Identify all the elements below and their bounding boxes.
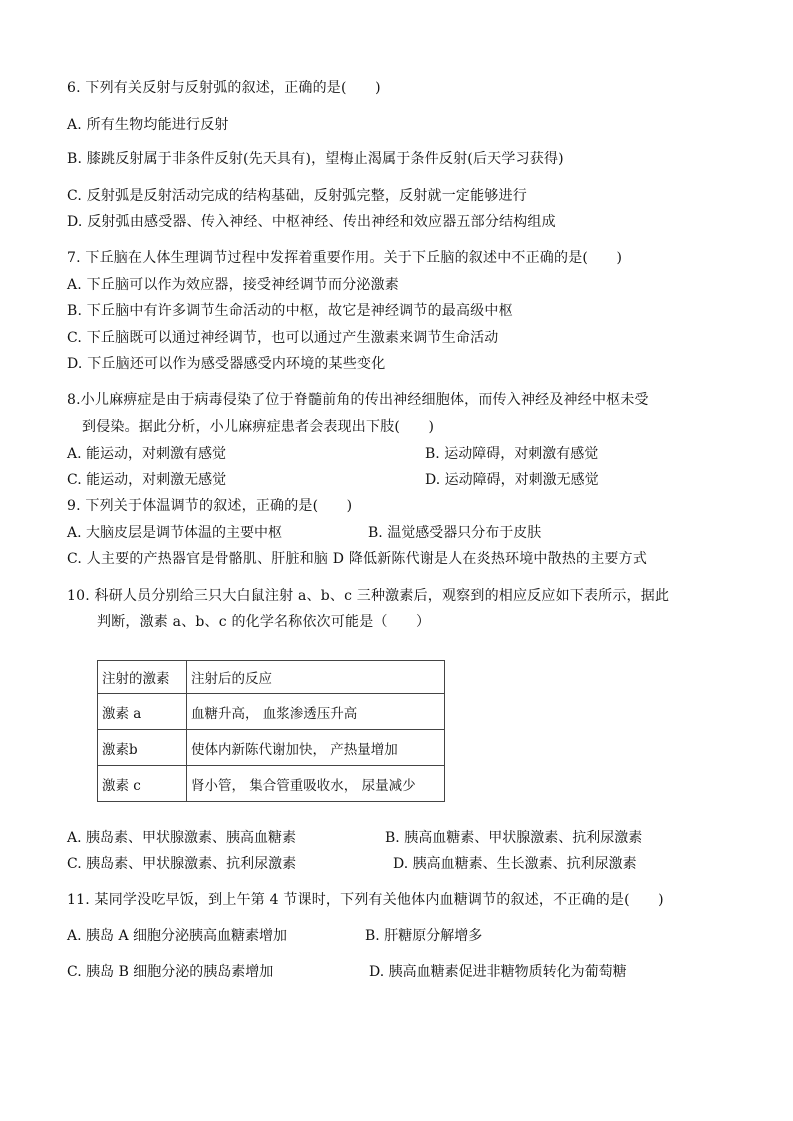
q7-option-d: D. 下丘脑还可以作为感受器感受内环境的某些变化 [67, 356, 386, 372]
q11-option-b: B. 肝糖原分解增多 [365, 928, 483, 944]
q10-stem-line1: 10. 科研人员分别给三只大白鼠注射 a、b、c 三种激素后，观察到的相应反应如下表所示，据此 [67, 588, 670, 604]
table-header-cell: 注射后的反应 [187, 661, 445, 694]
q8-stem-line1: 8.小儿麻痹症是由于病毒侵染了位于脊髓前角的传出神经细胞体，而传入神经及神经中枢未受 [67, 392, 649, 408]
q9-option-a: A. 大脑皮层是调节体温的主要中枢 [67, 525, 283, 541]
table-row [98, 694, 445, 730]
table-cell: 激素 a [98, 694, 187, 730]
table-row [98, 730, 445, 766]
table-cell: 使体内新陈代谢加快， 产热量增加 [187, 730, 445, 766]
q8-option-a: A. 能运动，对刺激有感觉 [67, 446, 227, 462]
hormone-table [97, 660, 445, 802]
q11-stem: 11. 某同学没吃早饭，到上午第 4 节课时，下列有关他体内血糖调节的叙述，不正确的是( ) [67, 892, 664, 908]
q10-option-a: A. 胰岛素、甲状腺激素、胰高血糖素 [67, 830, 297, 846]
q9-option-b: B. 温觉感受器只分布于皮肤 [368, 525, 542, 541]
table-header-cell: 注射的激素 [98, 661, 187, 694]
q7-stem: 7. 下丘脑在人体生理调节过程中发挥着重要作用。关于下丘脑的叙述中不正确的是( ) [67, 250, 623, 266]
q6-stem: 6. 下列有关反射与反射弧的叙述，正确的是( ) [67, 80, 381, 96]
table-cell: 激素b [98, 730, 187, 766]
table-row [98, 766, 445, 802]
q9-option-c: C. 人主要的产热器官是骨骼肌、肝脏和脑 D 降低新陈代谢是人在炎热环境中散热的主要方式 [67, 551, 648, 567]
q11-option-d: D. 胰高血糖素促进非糖物质转化为葡萄糖 [369, 964, 627, 980]
q11-option-a: A. 胰岛 A 细胞分泌胰高血糖素增加 [67, 928, 288, 944]
q7-option-b: B. 下丘脑中有许多调节生命活动的中枢，故它是神经调节的最高级中枢 [67, 303, 513, 319]
q9-stem: 9. 下列关于体温调节的叙述，正确的是( ) [67, 498, 353, 514]
table-cell: 激素 c [98, 766, 187, 802]
q6-option-c: C. 反射弧是反射活动完成的结构基础，反射弧完整，反射就一定能够进行 [67, 188, 527, 204]
q6-option-d: D. 反射弧由感受器、传入神经、中枢神经、传出神经和效应器五部分结构组成 [67, 214, 556, 230]
q10-option-b: B. 胰高血糖素、甲状腺激素、抗利尿激素 [385, 830, 643, 846]
q8-option-d: D. 运动障碍，对刺激无感觉 [425, 472, 599, 488]
q8-option-c: C. 能运动，对刺激无感觉 [67, 472, 227, 488]
q8-stem-line2: 到侵染。据此分析，小儿麻痹症患者会表现出下肢( ) [82, 419, 435, 435]
q11-option-c: C. 胰岛 B 细胞分泌的胰岛素增加 [67, 964, 274, 980]
q6-option-b: B. 膝跳反射属于非条件反射(先天具有)，望梅止渴属于条件反射(后天学习获得) [67, 151, 564, 167]
q10-option-c: C. 胰岛素、甲状腺激素、抗利尿激素 [67, 856, 297, 872]
q8-option-b: B. 运动障碍，对刺激有感觉 [425, 446, 599, 462]
table-header-row [98, 661, 445, 694]
q10-stem-line2: 判断，激素 a、b、c 的化学名称依次可能是（ ） [97, 614, 431, 630]
q6-option-a: A. 所有生物均能进行反射 [67, 117, 229, 133]
q7-option-c: C. 下丘脑既可以通过神经调节，也可以通过产生激素来调节生命活动 [67, 330, 499, 346]
q7-option-a: A. 下丘脑可以作为效应器，接受神经调节而分泌激素 [67, 277, 400, 293]
q10-option-d: D. 胰高血糖素、生长激素、抗利尿激素 [393, 856, 637, 872]
table-cell: 血糖升高， 血浆渗透压升高 [187, 694, 445, 730]
table-cell: 肾小管， 集合管重吸收水， 尿量减少 [187, 766, 445, 802]
